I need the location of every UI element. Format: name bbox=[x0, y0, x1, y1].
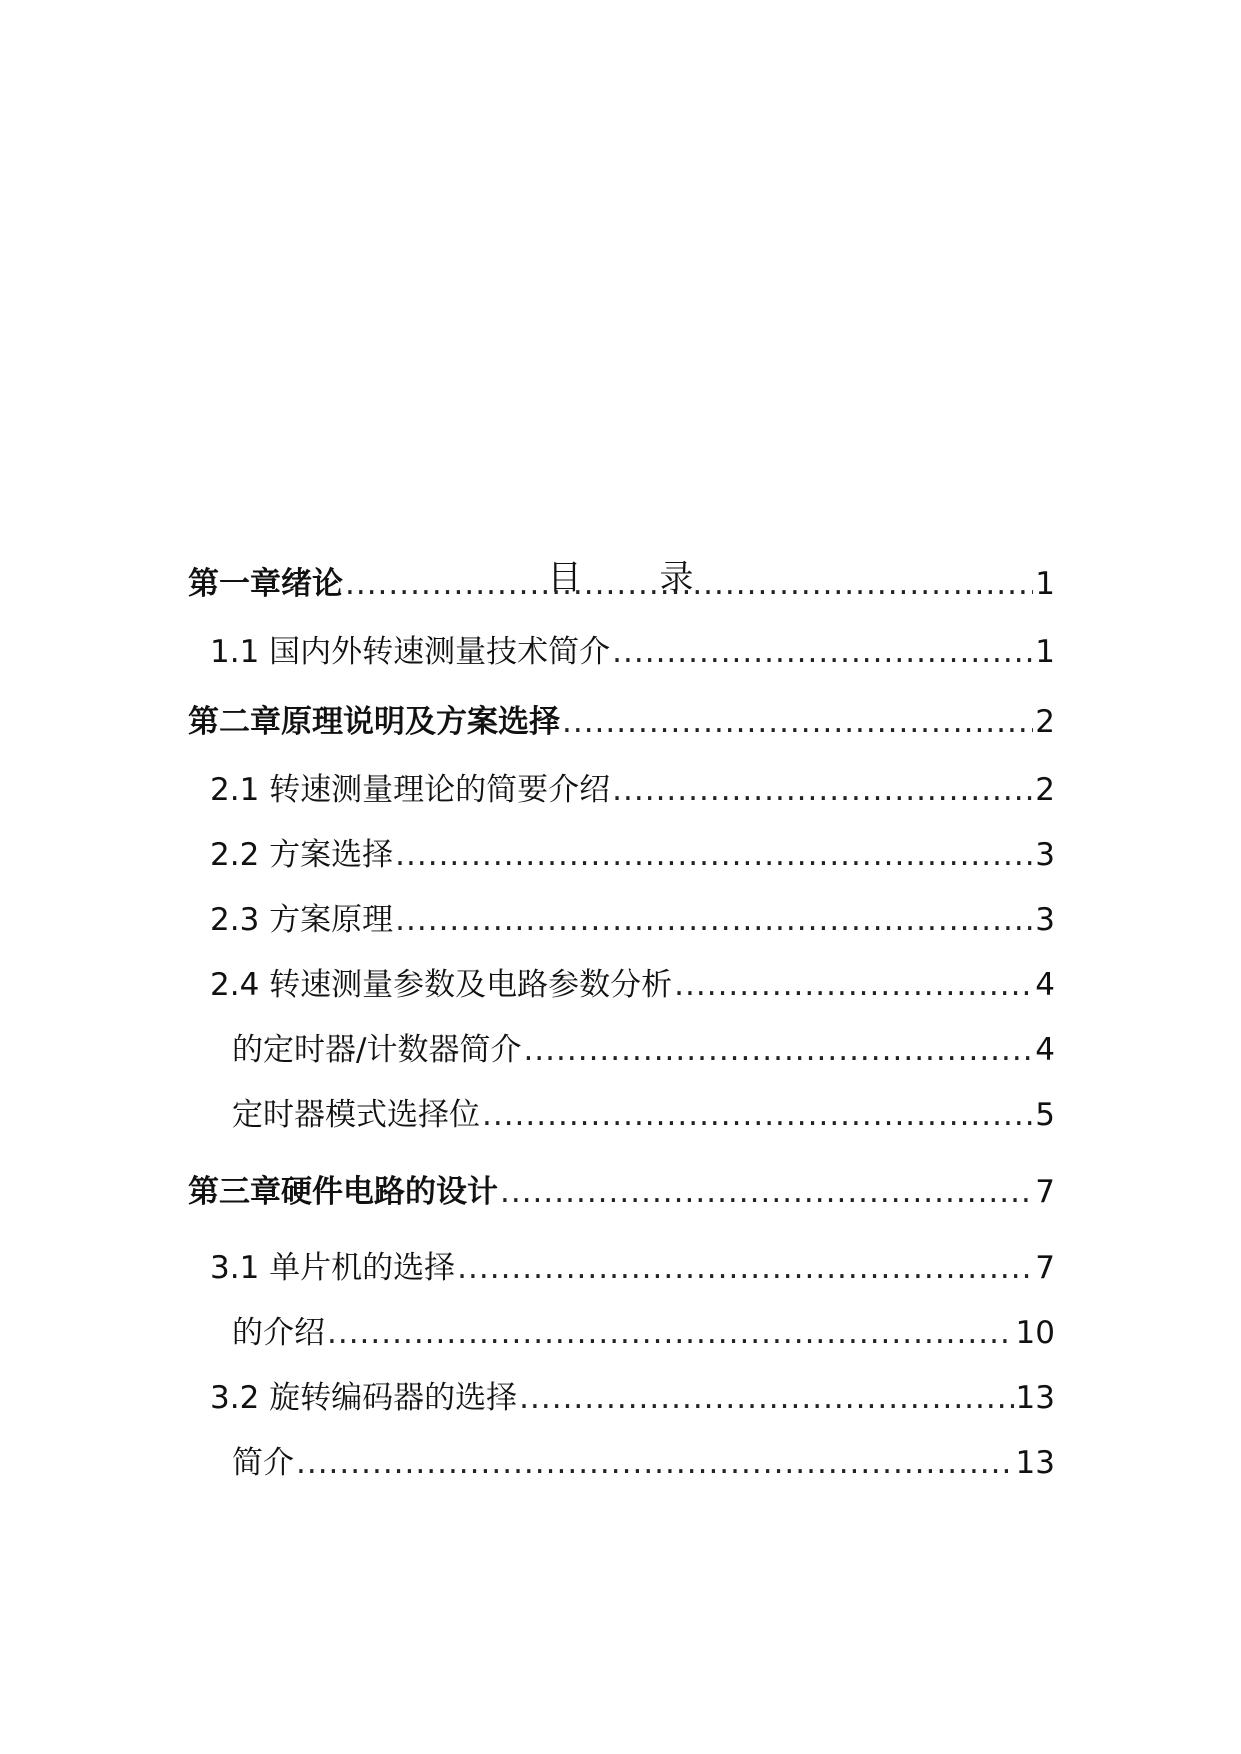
toc-entry-section-1-1[interactable] bbox=[210, 630, 1055, 674]
entry-title: 硬件电路的设计 bbox=[281, 1174, 498, 1210]
toc-entry-mcu-intro[interactable] bbox=[232, 1311, 1055, 1355]
entry-title: 2.1 转速测量理论的简要介绍 bbox=[210, 772, 611, 808]
chapter-label: 第一章 bbox=[188, 566, 281, 602]
entry-title: 3.1 单片机的选择 bbox=[210, 1250, 456, 1286]
toc-entry-timer-mode[interactable] bbox=[232, 1093, 1055, 1137]
dot-leader bbox=[500, 1170, 1033, 1214]
entry-title: 2.3 方案原理 bbox=[210, 902, 394, 938]
entry-page-number: 7 bbox=[1035, 1174, 1055, 1210]
toc-entry-timer-counter[interactable] bbox=[232, 1028, 1055, 1072]
entry-title: 绪论 bbox=[281, 566, 343, 602]
chapter-label: 第二章 bbox=[188, 704, 281, 740]
entry-title: 的定时器/计数器简介 bbox=[232, 1032, 522, 1068]
entry-page-number: 1 bbox=[1035, 566, 1055, 602]
dot-leader bbox=[345, 562, 1033, 606]
entry-page-number: 4 bbox=[1035, 1032, 1055, 1068]
entry-title: 2.2 方案选择 bbox=[210, 837, 394, 873]
dot-leader bbox=[612, 630, 1033, 674]
entry-title: 原理说明及方案选择 bbox=[281, 704, 560, 740]
toc-entry-section-2-2[interactable] bbox=[210, 833, 1055, 877]
entry-page-number: 5 bbox=[1035, 1097, 1055, 1133]
entry-page-number: 2 bbox=[1035, 772, 1055, 808]
dot-leader bbox=[562, 700, 1033, 744]
toc-entry-encoder-intro[interactable] bbox=[232, 1441, 1055, 1485]
entry-page-number: 13 bbox=[1015, 1445, 1055, 1481]
entry-title: 2.4 转速测量参数及电路参数分析 bbox=[210, 967, 673, 1003]
entry-page-number: 3 bbox=[1035, 902, 1055, 938]
entry-page-number: 13 bbox=[1015, 1380, 1055, 1416]
entry-title: 1.1 国内外转速测量技术简介 bbox=[210, 634, 611, 670]
dot-leader bbox=[612, 768, 1033, 812]
dot-leader bbox=[482, 1093, 1033, 1137]
dot-leader bbox=[674, 963, 1033, 1007]
dot-leader bbox=[395, 898, 1033, 942]
entry-page-number: 4 bbox=[1035, 967, 1055, 1003]
entry-page-number: 1 bbox=[1035, 634, 1055, 670]
entry-title: 的介绍 bbox=[232, 1315, 325, 1351]
dot-leader bbox=[519, 1376, 1013, 1420]
toc-entry-chapter-1[interactable] bbox=[188, 562, 1055, 606]
chapter-label: 第三章 bbox=[188, 1174, 281, 1210]
entry-page-number: 3 bbox=[1035, 837, 1055, 873]
toc-entry-section-2-3[interactable] bbox=[210, 898, 1055, 942]
toc-entry-section-2-1[interactable] bbox=[210, 768, 1055, 812]
toc-heading-right: 录 bbox=[659, 558, 694, 598]
entry-title: 简介 bbox=[232, 1445, 294, 1481]
dot-leader bbox=[395, 833, 1033, 877]
entry-page-number: 7 bbox=[1035, 1250, 1055, 1286]
toc-entry-chapter-3[interactable] bbox=[188, 1170, 1055, 1214]
entry-page-number: 10 bbox=[1015, 1315, 1055, 1351]
dot-leader bbox=[327, 1311, 1014, 1355]
toc-heading-left: 目 bbox=[547, 558, 582, 598]
entry-page-number: 2 bbox=[1035, 704, 1055, 740]
entry-title: 3.2 旋转编码器的选择 bbox=[210, 1380, 518, 1416]
toc-entry-section-2-4[interactable] bbox=[210, 963, 1055, 1007]
entry-title: 定时器模式选择位 bbox=[232, 1097, 480, 1133]
dot-leader bbox=[457, 1246, 1033, 1290]
dot-leader bbox=[296, 1441, 1014, 1485]
toc-entry-section-3-2[interactable] bbox=[210, 1376, 1055, 1420]
dot-leader bbox=[523, 1028, 1033, 1072]
toc-entry-chapter-2[interactable] bbox=[188, 700, 1055, 744]
toc-entry-section-3-1[interactable] bbox=[210, 1246, 1055, 1290]
